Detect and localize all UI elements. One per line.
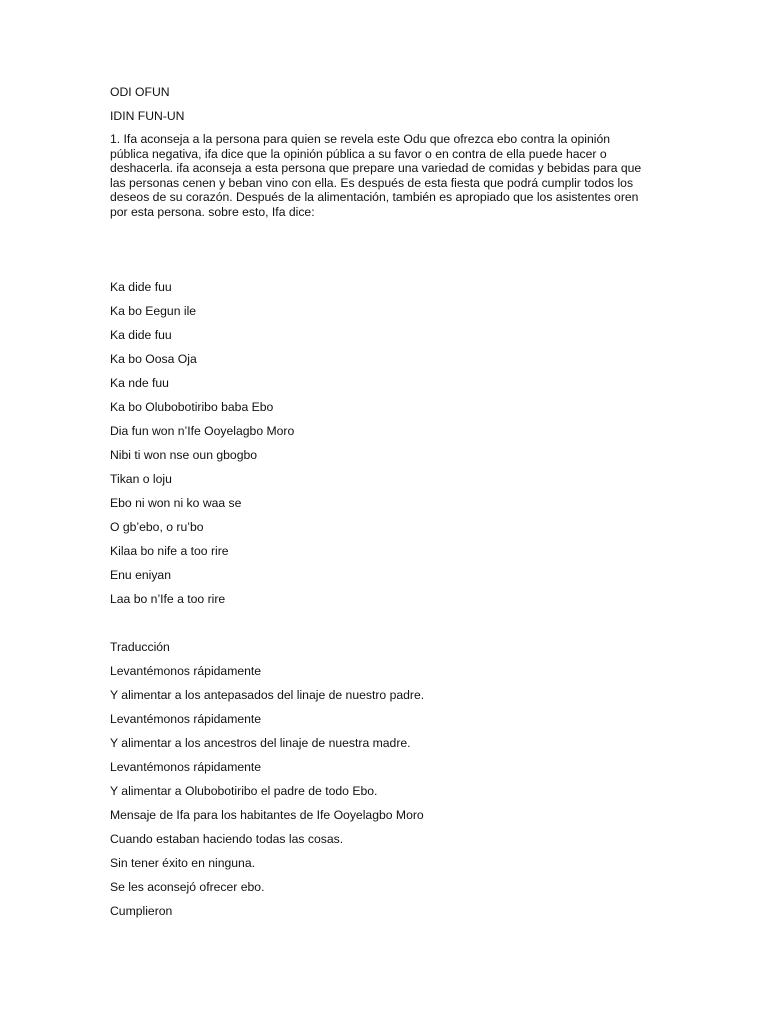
verse-line: Laa bo n’Ife a too rire (110, 592, 226, 606)
verse-line: Dia fun won n’Ife Ooyelagbo Moro (110, 424, 295, 438)
verse-line: Ka bo Eegun ile (110, 304, 197, 318)
section-spacer (110, 615, 650, 639)
verse-line: Ebo ni won ni ko waa se (110, 496, 242, 510)
verse-line: Enu eniyan (110, 568, 171, 582)
verse-line: Ka bo Oosa Oja (110, 352, 197, 366)
translation-line: Cumplieron (110, 904, 173, 918)
verse-line: Tikan o loju (110, 472, 172, 486)
translation-line: Y alimentar a los ancestros del linaje de nuestra madre. (110, 736, 411, 750)
document-title: ODI OFUN (110, 85, 170, 99)
document-content (110, 84, 650, 927)
document-subtitle: IDIN FUN-UN (110, 109, 185, 123)
translation-heading: Traducción (110, 640, 170, 654)
verse-line: Ka dide fuu (110, 280, 172, 294)
translation-line: Se les aconsejó ofrecer ebo. (110, 880, 265, 894)
verse-line: O gb’ebo, o ru’bo (110, 520, 204, 534)
translation-line: Levantémonos rápidamente (110, 664, 262, 678)
translation-line: Cuando estaban haciendo todas las cosas. (110, 832, 344, 846)
translation-line: Mensaje de Ifa para los habitantes de Ife Ooyelagbo Moro (110, 808, 424, 822)
verse-line: Kilaa bo nife a too rire (110, 544, 229, 558)
yoruba-verse-list (110, 279, 650, 615)
translation-line: Levantémonos rápidamente (110, 760, 262, 774)
verse-line: Ka nde fuu (110, 376, 169, 390)
translation-line: Sin tener éxito en ninguna. (110, 856, 256, 870)
intro-paragraph: 1. Ifa aconseja a la persona para quien se revela este Odu que ofrezca ebo contra la opinión pública negativa, ifa dice que la opinión pública a su favor o en contra de ella puede hacer o deshacerla. ifa aconseja a esta persona que prepare una variedad de comidas y bebidas para que las personas cenen y beban vino con ella. Es después de esta fiesta que podrá cumplir todos los deseos de su corazón. Después de la alimentación, también es apropiado que los asistentes oren por esta persona. sobre esto, Ifa dice: (110, 132, 642, 219)
verse-line: Ka bo Olubobotiribo baba Ebo (110, 400, 274, 414)
translation-line: Y alimentar a los antepasados del linaje de nuestro padre. (110, 688, 425, 702)
verse-line: Nibi ti won nse oun gbogbo (110, 448, 258, 462)
translation-line: Levantémonos rápidamente (110, 712, 262, 726)
translation-line: Y alimentar a Olubobotiribo el padre de todo Ebo. (110, 784, 378, 798)
verse-line: Ka dide fuu (110, 328, 172, 342)
translation-list (110, 663, 650, 927)
